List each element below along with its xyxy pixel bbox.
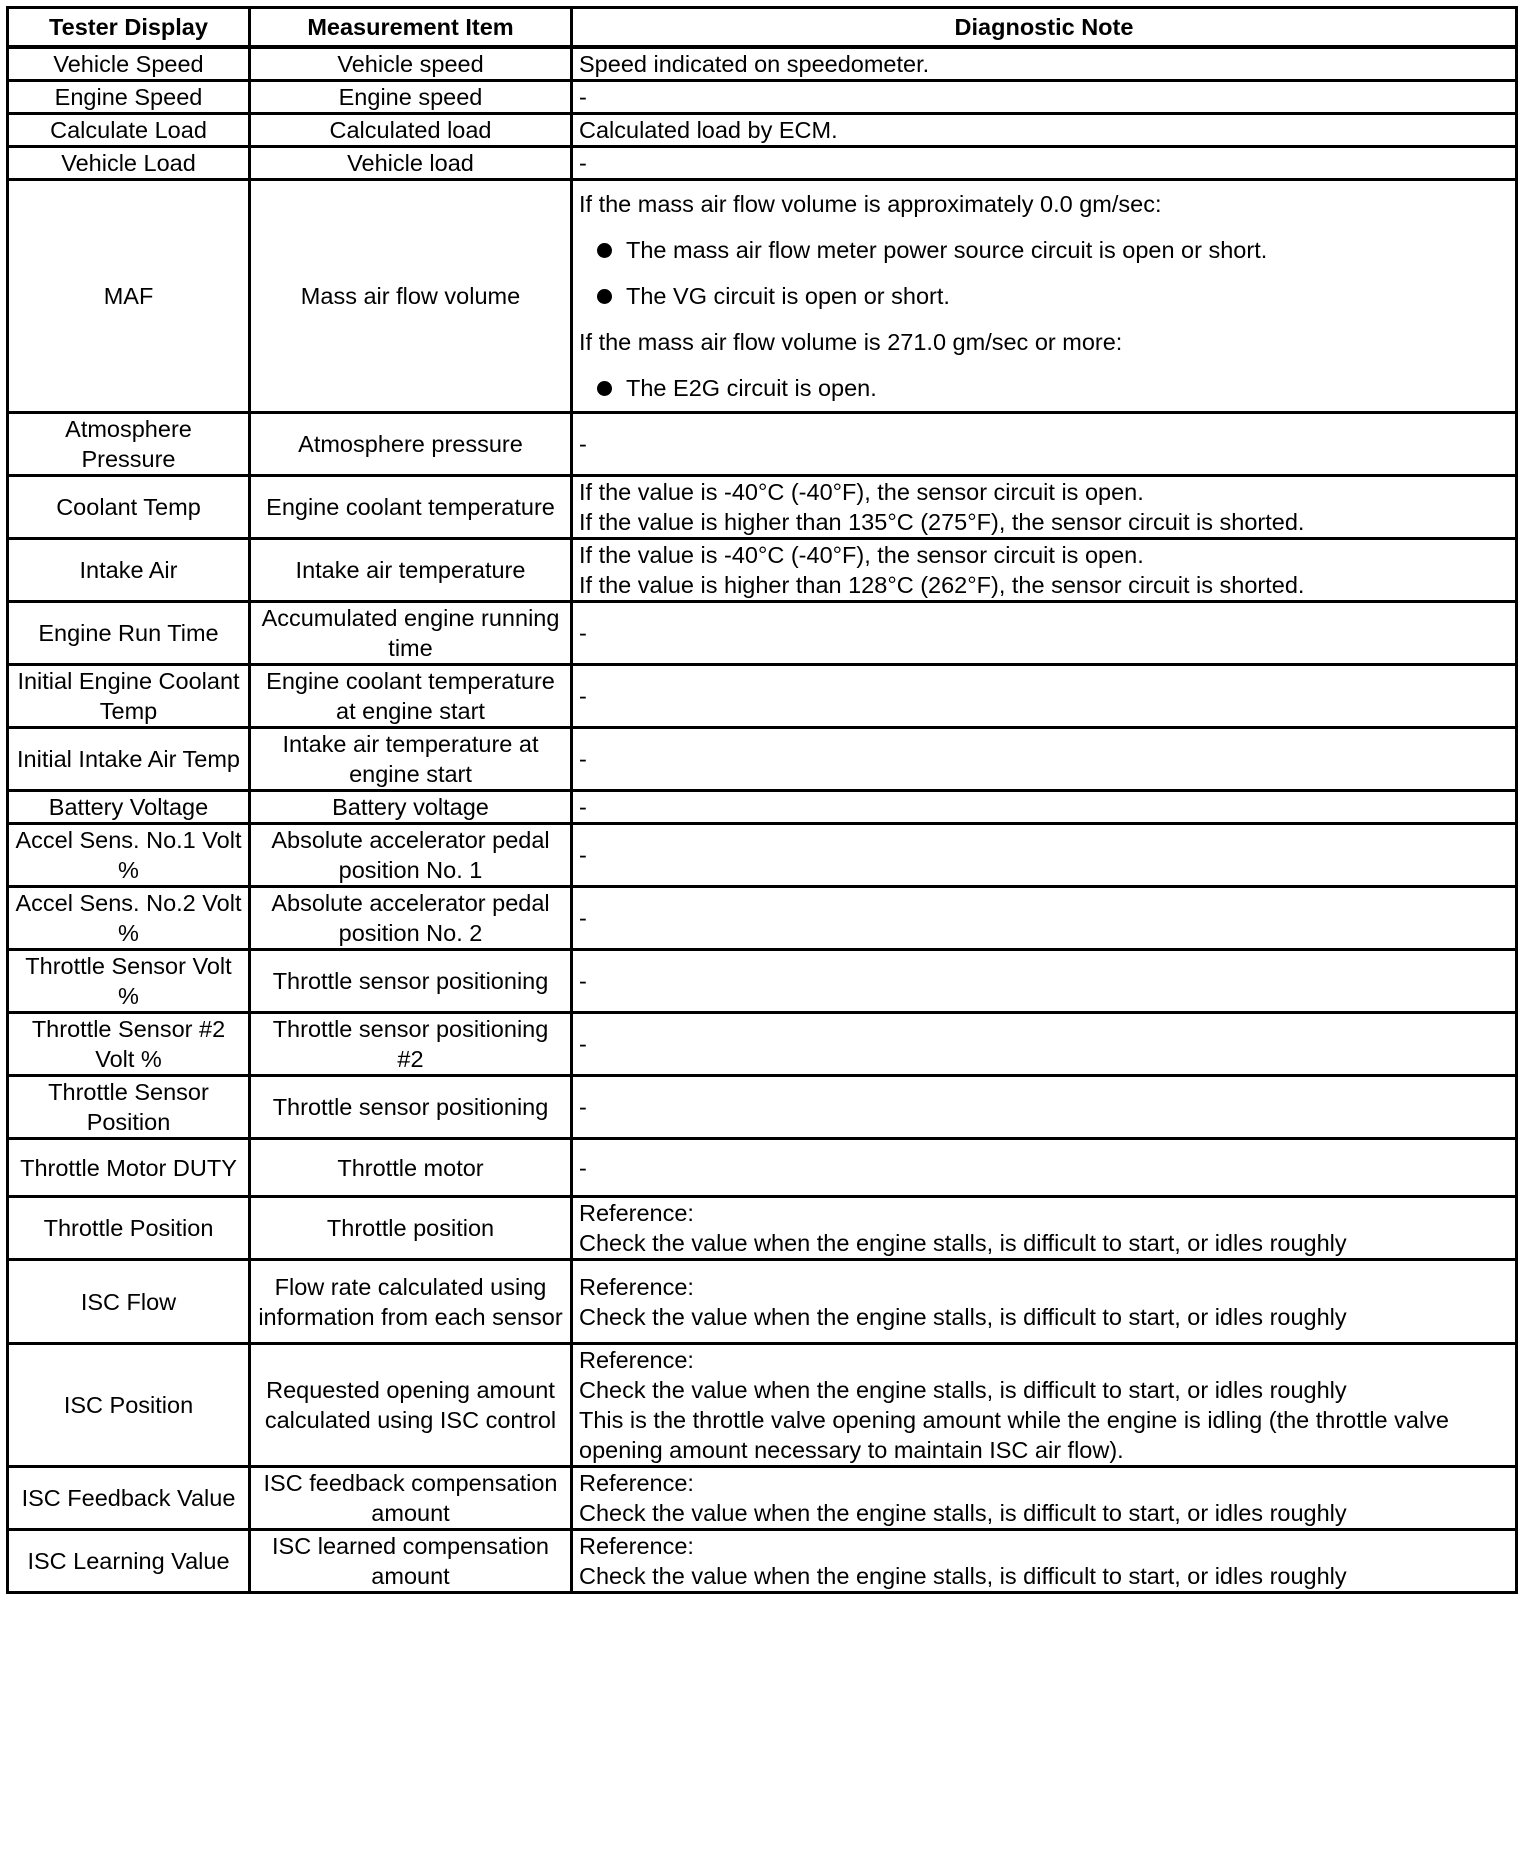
measurement-item-cell: Engine speed [250, 81, 572, 114]
maf-note-bullet [579, 365, 1509, 411]
diagnostic-note-cell [572, 476, 1517, 539]
diagnostic-note-cell [572, 791, 1517, 824]
tester-display-cell: ISC Learning Value [8, 1530, 250, 1593]
tester-display-cell: Vehicle Speed [8, 47, 250, 81]
tester-display-cell: ISC Feedback Value [8, 1467, 250, 1530]
table-row [8, 81, 1517, 114]
diagnostic-note-line: Speed indicated on speedometer. [579, 51, 930, 77]
diagnostic-data-table-page [6, 6, 1518, 1594]
tester-display-cell: Vehicle Load [8, 147, 250, 180]
tester-display-cell: Coolant Temp [8, 476, 250, 539]
diagnostic-note-cell [572, 1013, 1517, 1076]
maf-note-line: If the mass air flow volume is approximately 0.0 gm/sec: [579, 191, 1162, 217]
maf-note-bullet [579, 273, 1509, 319]
diagnostic-note-line: If the value is higher than 128°C (262°F), the sensor circuit is shorted. [579, 572, 1305, 598]
maf-note-bullet-text: The VG circuit is open or short. [626, 283, 950, 309]
diagnostic-note-cell [572, 81, 1517, 114]
diagnostic-note-line: If the value is higher than 135°C (275°F), the sensor circuit is shorted. [579, 509, 1305, 535]
table-row [8, 1467, 1517, 1530]
diagnostic-note-line: Reference: [579, 1200, 694, 1226]
bullet-icon [597, 243, 612, 258]
header-measurement-item: Measurement Item [250, 8, 572, 48]
measurement-item-cell: Flow rate calculated using information from each sensor [250, 1260, 572, 1344]
maf-note-bullet-text: The mass air flow meter power source circuit is open or short. [626, 237, 1268, 263]
diagnostic-note-line: This is the throttle valve opening amount while the engine is idling (the throttle valve opening amount necessary to maintain ISC air flow). [579, 1407, 1449, 1463]
measurement-item-cell: Vehicle speed [250, 47, 572, 81]
diagnostic-note-cell [572, 539, 1517, 602]
measurement-item-cell: ISC learned compensation amount [250, 1530, 572, 1593]
diagnostic-note-line: - [579, 968, 587, 994]
measurement-item-cell: Accumulated engine running time [250, 602, 572, 665]
table-row [8, 824, 1517, 887]
measurement-item-cell: Engine coolant temperature at engine start [250, 665, 572, 728]
measurement-item-cell: Absolute accelerator pedal position No. 1 [250, 824, 572, 887]
header-diagnostic-note: Diagnostic Note [572, 8, 1517, 48]
diagnostic-note-line: - [579, 746, 587, 772]
measurement-item-cell: Throttle sensor positioning #2 [250, 1013, 572, 1076]
measurement-item-cell: Absolute accelerator pedal position No. 2 [250, 887, 572, 950]
table-row [8, 791, 1517, 824]
table-row [8, 147, 1517, 180]
tester-display-cell: Initial Engine Coolant Temp [8, 665, 250, 728]
header-row [8, 8, 1517, 48]
measurement-item-cell: Throttle sensor positioning [250, 1076, 572, 1139]
tester-display-cell: Atmosphere Pressure [8, 413, 250, 476]
tester-display-cell: Throttle Sensor Position [8, 1076, 250, 1139]
tester-display-cell: MAF [8, 180, 250, 413]
diagnostic-note-line: Check the value when the engine stalls, is difficult to start, or idles roughly [579, 1230, 1347, 1256]
tester-display-cell: Engine Run Time [8, 602, 250, 665]
tester-display-cell: ISC Position [8, 1344, 250, 1467]
diagnostic-note-cell [572, 1467, 1517, 1530]
diagnostic-note-line: - [579, 794, 587, 820]
measurement-item-cell: Throttle position [250, 1197, 572, 1260]
diagnostic-note-line: - [579, 842, 587, 868]
diagnostic-note-line: - [579, 1031, 587, 1057]
table-row [8, 413, 1517, 476]
maf-note-line: If the mass air flow volume is 271.0 gm/sec or more: [579, 329, 1123, 355]
diagnostic-note-line: - [579, 150, 587, 176]
table-row [8, 1139, 1517, 1197]
diagnostic-note-line: - [579, 1094, 587, 1120]
diagnostic-note-cell [572, 1197, 1517, 1260]
diagnostic-note-cell [572, 180, 1517, 413]
tester-display-cell: Throttle Sensor Volt % [8, 950, 250, 1013]
table-row [8, 114, 1517, 147]
diagnostic-note-line: If the value is -40°C (-40°F), the sensor circuit is open. [579, 542, 1144, 568]
tester-display-cell: Throttle Motor DUTY [8, 1139, 250, 1197]
diagnostic-note-line: - [579, 431, 587, 457]
diagnostic-note-line: - [579, 683, 587, 709]
table-row [8, 602, 1517, 665]
table-row [8, 47, 1517, 81]
tester-display-cell: Calculate Load [8, 114, 250, 147]
measurement-item-cell: Throttle sensor positioning [250, 950, 572, 1013]
tester-display-cell: Throttle Position [8, 1197, 250, 1260]
measurement-item-cell: Requested opening amount calculated using ISC control [250, 1344, 572, 1467]
tester-display-cell: Battery Voltage [8, 791, 250, 824]
table-row [8, 728, 1517, 791]
tester-display-cell: Initial Intake Air Temp [8, 728, 250, 791]
table-row [8, 180, 1517, 413]
table-row [8, 887, 1517, 950]
tester-display-cell: Engine Speed [8, 81, 250, 114]
table-row [8, 950, 1517, 1013]
diagnostic-note-line: - [579, 620, 587, 646]
diagnostic-note-cell [572, 1076, 1517, 1139]
diagnostic-note-cell [572, 114, 1517, 147]
diagnostic-note-cell [572, 665, 1517, 728]
tester-display-cell: Accel Sens. No.1 Volt % [8, 824, 250, 887]
table-row [8, 1530, 1517, 1593]
table-row [8, 539, 1517, 602]
diagnostic-data-table [6, 6, 1518, 1594]
table-row [8, 1013, 1517, 1076]
header-tester-display: Tester Display [8, 8, 250, 48]
tester-display-cell: Intake Air [8, 539, 250, 602]
diagnostic-note-line: Check the value when the engine stalls, is difficult to start, or idles roughly [579, 1563, 1347, 1589]
diagnostic-note-line: - [579, 905, 587, 931]
maf-note-bullet [579, 227, 1509, 273]
diagnostic-note-cell [572, 887, 1517, 950]
maf-note-bullet-text: The E2G circuit is open. [626, 375, 877, 401]
diagnostic-note-line: - [579, 84, 587, 110]
measurement-item-cell: Intake air temperature at engine start [250, 728, 572, 791]
tester-display-cell: ISC Flow [8, 1260, 250, 1344]
measurement-item-cell: Vehicle load [250, 147, 572, 180]
diagnostic-note-cell [572, 824, 1517, 887]
diagnostic-note-cell [572, 602, 1517, 665]
diagnostic-note-line: Reference: [579, 1273, 694, 1300]
tester-display-cell: Throttle Sensor #2 Volt % [8, 1013, 250, 1076]
diagnostic-note-cell [572, 950, 1517, 1013]
diagnostic-note-cell [572, 413, 1517, 476]
diagnostic-note-line: Reference: [579, 1533, 694, 1559]
table-row [8, 476, 1517, 539]
diagnostic-note-line: Check the value when the engine stalls, is difficult to start, or idles roughly [579, 1500, 1347, 1526]
diagnostic-note-cell [572, 147, 1517, 180]
measurement-item-cell: Battery voltage [250, 791, 572, 824]
diagnostic-note-line: Check the value when the engine stalls, is difficult to start, or idles roughly [579, 1303, 1347, 1330]
diagnostic-note-line: If the value is -40°C (-40°F), the sensor circuit is open. [579, 479, 1144, 505]
diagnostic-note-line: Reference: [579, 1347, 694, 1373]
diagnostic-note-cell [572, 728, 1517, 791]
measurement-item-cell: Atmosphere pressure [250, 413, 572, 476]
measurement-item-cell: Mass air flow volume [250, 180, 572, 413]
measurement-item-cell: Engine coolant temperature [250, 476, 572, 539]
diagnostic-note-cell [572, 1344, 1517, 1467]
table-row [8, 1197, 1517, 1260]
diagnostic-note-cell [572, 1260, 1517, 1344]
bullet-icon [597, 289, 612, 304]
table-body [8, 47, 1517, 1593]
measurement-item-cell: ISC feedback compensation amount [250, 1467, 572, 1530]
diagnostic-note-cell [572, 1139, 1517, 1197]
table-row [8, 1344, 1517, 1467]
diagnostic-note-line: Calculated load by ECM. [579, 117, 838, 143]
table-row [8, 665, 1517, 728]
diagnostic-note-line: Check the value when the engine stalls, is difficult to start, or idles roughly [579, 1377, 1347, 1403]
diagnostic-note-cell [572, 47, 1517, 81]
table-row [8, 1076, 1517, 1139]
bullet-icon [597, 381, 612, 396]
diagnostic-note-cell [572, 1530, 1517, 1593]
measurement-item-cell: Intake air temperature [250, 539, 572, 602]
measurement-item-cell: Throttle motor [250, 1139, 572, 1197]
table-row [8, 1260, 1517, 1344]
diagnostic-note-line: Reference: [579, 1470, 694, 1496]
measurement-item-cell: Calculated load [250, 114, 572, 147]
diagnostic-note-line: - [579, 1154, 587, 1181]
tester-display-cell: Accel Sens. No.2 Volt % [8, 887, 250, 950]
